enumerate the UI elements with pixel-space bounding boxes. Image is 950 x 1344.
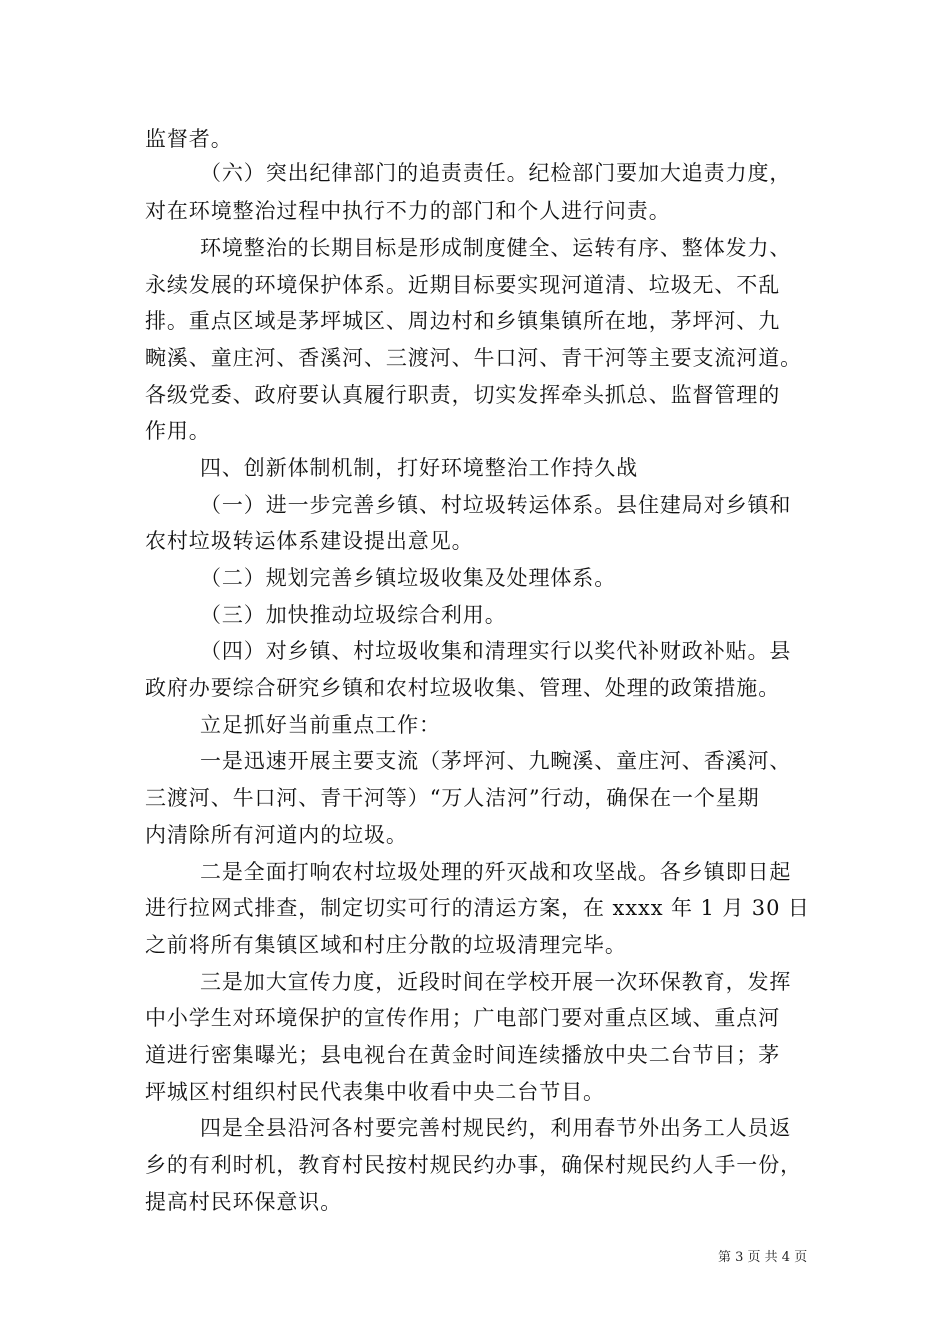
text-line: 乡的有利时机，教育村民按村规民约办事，确保村规民约人手一份， (145, 1153, 802, 1177)
text-line: 坪城区村组织村民代表集中收看中央二台节目。 (145, 1080, 605, 1104)
page-number-footer: 第 3 页 共 4 页 (718, 1250, 808, 1265)
text-line: （四）对乡镇、村垃圾收集和清理实行以奖代补财政补贴。县 (200, 639, 792, 663)
text-line: 畹溪、童庄河、香溪河、三渡河、牛口河、青干河等主要支流河道。 (145, 346, 802, 370)
text-line: （一）进一步完善乡镇、村垃圾转运体系。县住建局对乡镇和 (200, 493, 792, 517)
text-line: 四是全县沿河各村要完善村规民约，利用春节外出务工人员返 (200, 1116, 792, 1140)
text-line: 永续发展的环境保护体系。近期目标要实现河道清、垃圾无、不乱 (145, 273, 781, 297)
text-line: 提高村民环保意识。 (145, 1190, 343, 1214)
text-line: 三渡河、牛口河、青干河等）“万人洁河”行动，确保在一个星期 (145, 786, 760, 810)
text-line: 进行拉网式排查，制定切实可行的清运方案，在 xxxx 年 1 月 30 日 (145, 896, 810, 920)
text-line: 二是全面打响农村垃圾处理的歼灭战和攻坚战。各乡镇即日起 (200, 860, 792, 884)
text-line: 道进行密集曝光；县电视台在黄金时间连续播放中央二台节目；茅 (145, 1043, 781, 1067)
section-heading: 四、创新体制机制，打好环境整治工作持久战 (200, 456, 638, 480)
text-line: 环境整治的长期目标是形成制度健全、运转有序、整体发力、 (200, 236, 792, 260)
text-line: 一是迅速开展主要支流（茅坪河、九畹溪、童庄河、香溪河、 (200, 749, 792, 773)
text-line: （六）突出纪律部门的追责责任。纪检部门要加大追责力度， (200, 161, 792, 185)
text-line: 对在环境整治过程中执行不力的部门和个人进行问责。 (145, 199, 671, 223)
text-line: 立足抓好当前重点工作： (200, 713, 441, 737)
text-line: 政府办要综合研究乡镇和农村垃圾收集、管理、处理的政策措施。 (145, 676, 781, 700)
text-line: （三）加快推动垃圾综合利用。 (200, 603, 507, 627)
text-line: （二）规划完善乡镇垃圾收集及处理体系。 (200, 566, 617, 590)
text-line: 内清除所有河道内的垃圾。 (145, 823, 408, 847)
text-line: 之前将所有集镇区域和村庄分散的垃圾清理完毕。 (145, 933, 627, 957)
text-line: 监督者。 (145, 127, 233, 151)
text-line: 中小学生对环境保护的宣传作用；广电部门要对重点区域、重点河 (145, 1006, 781, 1030)
text-line: 农村垃圾转运体系建设提出意见。 (145, 529, 474, 553)
text-line: 三是加大宣传力度，近段时间在学校开展一次环保教育，发挥 (200, 970, 792, 994)
text-line: 作用。 (145, 419, 211, 443)
text-line: 排。重点区域是茅坪城区、周边村和乡镇集镇所在地，茅坪河、九 (145, 309, 781, 333)
text-line: 各级党委、政府要认真履行职责，切实发挥牵头抓总、监督管理的 (145, 383, 781, 407)
